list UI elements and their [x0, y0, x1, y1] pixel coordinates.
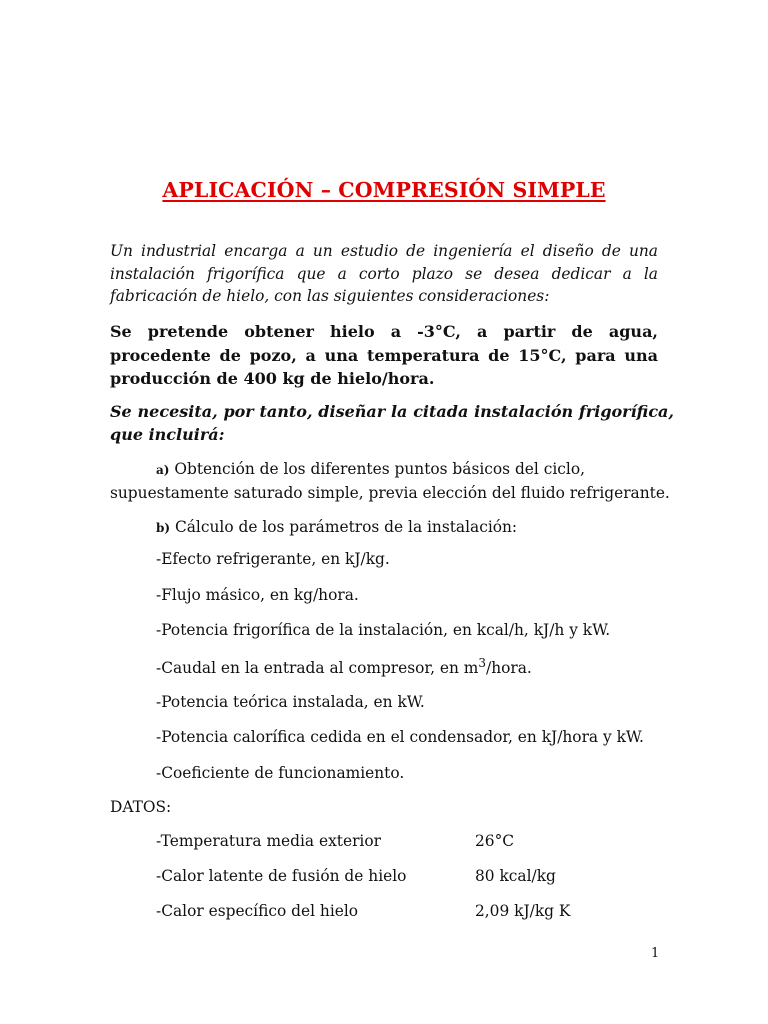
datos-heading: DATOS: — [110, 798, 172, 816]
parameter-line: -Efecto refrigerante, en kJ/kg. — [156, 550, 390, 568]
datos-value: 2,09 kJ/kg K — [475, 902, 571, 920]
datos-label: -Temperatura media exterior — [156, 832, 381, 850]
parameter-line: -Potencia frigorífica de la instalación, en kcal/h, kJ/h y kW. — [156, 621, 611, 639]
intro-paragraph: Un industrial encarga a un estudio de ingeniería el diseño de una instalación frigorífica que a corto plazo se desea dedicar a la fabricación de hielo, con las siguientes consideraciones: — [110, 242, 658, 305]
datos-value: 80 kcal/kg — [475, 867, 556, 885]
item-b-line — [110, 516, 670, 540]
parameter-line: -Flujo másico, en kg/hora. — [156, 586, 359, 604]
item-a-text: Obtención de los diferentes puntos básicos del ciclo, — [174, 460, 585, 478]
datos-row — [156, 867, 616, 885]
caudal-superscript: 3 — [478, 656, 487, 670]
item-b-text: Cálculo de los parámetros de la instalación: — [174, 518, 518, 536]
requirement-paragraph: Se necesita, por tanto, diseñar la citada instalación frigorífica, que incluirá: — [110, 402, 674, 444]
statement-paragraph: Se pretende obtener hielo a -3°C, a partir de agua, procedente de pozo, a una temperatura de 15°C, para una producción de 400 kg de hielo/hora. — [110, 322, 658, 388]
item-a-first-line — [110, 458, 670, 482]
datos-label: -Calor latente de fusión de hielo — [156, 867, 407, 885]
parameter-line: -Potencia teórica instalada, en kW. — [156, 693, 425, 711]
datos-row — [156, 832, 616, 850]
item-a-continuation: supuestamente saturado simple, previa elección del fluido refrigerante. — [110, 483, 670, 502]
item-b-marker: b) — [156, 521, 171, 535]
datos-value: 26°C — [475, 832, 515, 850]
parameter-line: -Potencia calorífica cedida en el condensador, en kJ/hora y kW. — [156, 728, 644, 746]
caudal-suffix: /hora. — [486, 659, 532, 678]
page-number: 1 — [651, 946, 660, 961]
parameter-line: -Coeficiente de funcionamiento. — [156, 764, 405, 782]
document-title: APLICACIÓN – COMPRESIÓN SIMPLE — [162, 178, 606, 202]
datos-row — [156, 902, 616, 920]
caudal-prefix: -Caudal en la entrada al compresor, en m — [156, 659, 479, 678]
datos-label: -Calor específico del hielo — [156, 902, 359, 920]
parameter-line-caudal — [156, 656, 532, 677]
item-a — [110, 458, 670, 504]
item-b — [110, 516, 670, 540]
item-a-marker: a) — [156, 463, 170, 477]
